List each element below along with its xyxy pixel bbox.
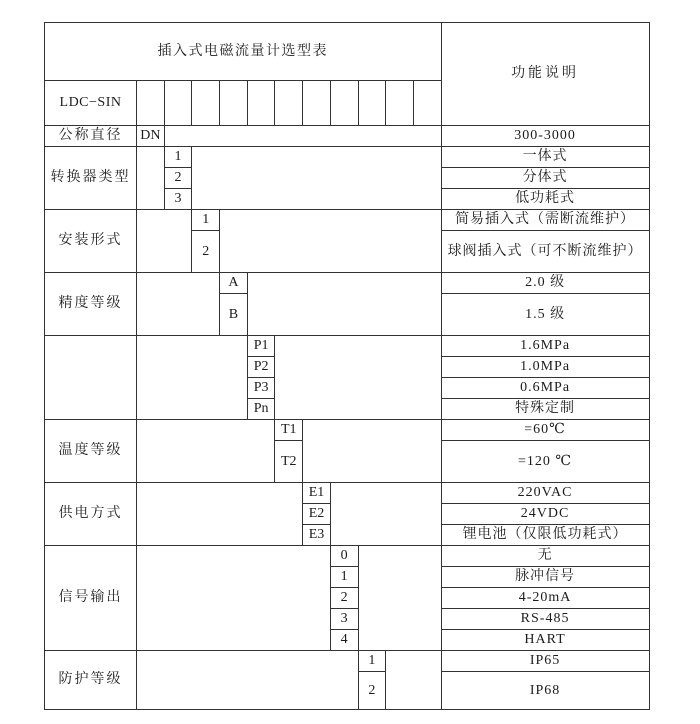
option-code-cell: 0 (330, 546, 358, 567)
option-desc-cell: 简易插入式（需断流维护） (441, 210, 649, 231)
option-desc-cell: 220VAC (441, 483, 649, 504)
model-digit-cell (330, 81, 358, 126)
option-code-cell: 2 (164, 168, 192, 189)
option-code-cell: T1 (275, 420, 303, 441)
empty-cell (358, 546, 441, 651)
section-label-converter-type: 转换器类型 (45, 147, 137, 210)
section-label-temperature-class: 温度等级 (45, 420, 137, 483)
option-code-cell: P2 (247, 357, 275, 378)
empty-cell (137, 273, 220, 336)
empty-cell (137, 147, 165, 210)
option-code-cell: DN (137, 126, 165, 147)
empty-cell (247, 273, 441, 336)
option-code-cell: A (220, 273, 248, 294)
model-digit-cell (303, 81, 331, 126)
option-desc-cell: 1.5 级 (441, 294, 649, 336)
option-desc-cell: 锂电池（仅限低功耗式） (441, 525, 649, 546)
function-description-header: 功能说明 (441, 23, 649, 126)
option-desc-cell: 脉冲信号 (441, 567, 649, 588)
empty-cell (137, 420, 275, 483)
model-digit-cell (192, 81, 220, 126)
section-label-power-supply: 供电方式 (45, 483, 137, 546)
option-desc-cell: 24VDC (441, 504, 649, 525)
option-desc-cell: 球阀插入式（可不断流维护） (441, 231, 649, 273)
option-desc-cell: 无 (441, 546, 649, 567)
option-code-cell: 4 (330, 630, 358, 651)
section-label-signal-output: 信号输出 (45, 546, 137, 651)
empty-cell (137, 210, 192, 273)
option-desc-cell: 低功耗式 (441, 189, 649, 210)
option-code-cell: 1 (164, 147, 192, 168)
table-title: 插入式电磁流量计选型表 (45, 23, 442, 81)
option-desc-cell: 1.6MPa (441, 336, 649, 357)
empty-cell (164, 126, 441, 147)
empty-cell (137, 336, 248, 420)
option-code-cell: 1 (330, 567, 358, 588)
section-label-protection-class: 防护等级 (45, 651, 137, 710)
empty-cell (137, 546, 331, 651)
option-code-cell: 3 (164, 189, 192, 210)
option-desc-cell: HART (441, 630, 649, 651)
option-code-cell: P3 (247, 378, 275, 399)
section-label-pressure (45, 336, 137, 420)
option-code-cell: T2 (275, 441, 303, 483)
model-digit-cell (386, 81, 414, 126)
option-desc-cell: 1.0MPa (441, 357, 649, 378)
option-code-cell: E1 (303, 483, 331, 504)
empty-cell (330, 483, 441, 546)
option-code-cell: 3 (330, 609, 358, 630)
option-code-cell: 1 (358, 651, 386, 672)
option-desc-cell: 一体式 (441, 147, 649, 168)
option-desc-cell: 300-3000 (441, 126, 649, 147)
empty-cell (386, 651, 441, 710)
option-desc-cell: IP68 (441, 672, 649, 710)
empty-cell (137, 651, 359, 710)
option-desc-cell: =120 ℃ (441, 441, 649, 483)
empty-cell (303, 420, 441, 483)
model-digit-cell (220, 81, 248, 126)
option-desc-cell: 4-20mA (441, 588, 649, 609)
section-label-nominal-diameter: 公称直径 (45, 126, 137, 147)
section-label-installation-form: 安装形式 (45, 210, 137, 273)
empty-cell (275, 336, 441, 420)
option-desc-cell: IP65 (441, 651, 649, 672)
option-desc-cell: 分体式 (441, 168, 649, 189)
option-code-cell: 2 (358, 672, 386, 710)
option-code-cell: 2 (192, 231, 220, 273)
option-desc-cell: 0.6MPa (441, 378, 649, 399)
model-digit-cell (137, 81, 165, 126)
model-digit-cell (275, 81, 303, 126)
option-desc-cell: =60℃ (441, 420, 649, 441)
model-digit-cell (358, 81, 386, 126)
empty-cell (220, 210, 442, 273)
option-desc-cell: 2.0 级 (441, 273, 649, 294)
model-digit-cell (164, 81, 192, 126)
option-code-cell: P1 (247, 336, 275, 357)
option-code-cell: 2 (330, 588, 358, 609)
option-code-cell: Pn (247, 399, 275, 420)
option-code-cell: E3 (303, 525, 331, 546)
option-code-cell: E2 (303, 504, 331, 525)
model-digit-cell (413, 81, 441, 126)
option-desc-cell: 特殊定制 (441, 399, 649, 420)
empty-cell (192, 147, 441, 210)
flowmeter-selection-table (44, 22, 650, 710)
section-label-accuracy-class: 精度等级 (45, 273, 137, 336)
model-digit-cell (247, 81, 275, 126)
option-code-cell: B (220, 294, 248, 336)
option-code-cell: 1 (192, 210, 220, 231)
model-code-label: LDC−SIN (45, 81, 137, 126)
empty-cell (137, 483, 303, 546)
option-desc-cell: RS-485 (441, 609, 649, 630)
